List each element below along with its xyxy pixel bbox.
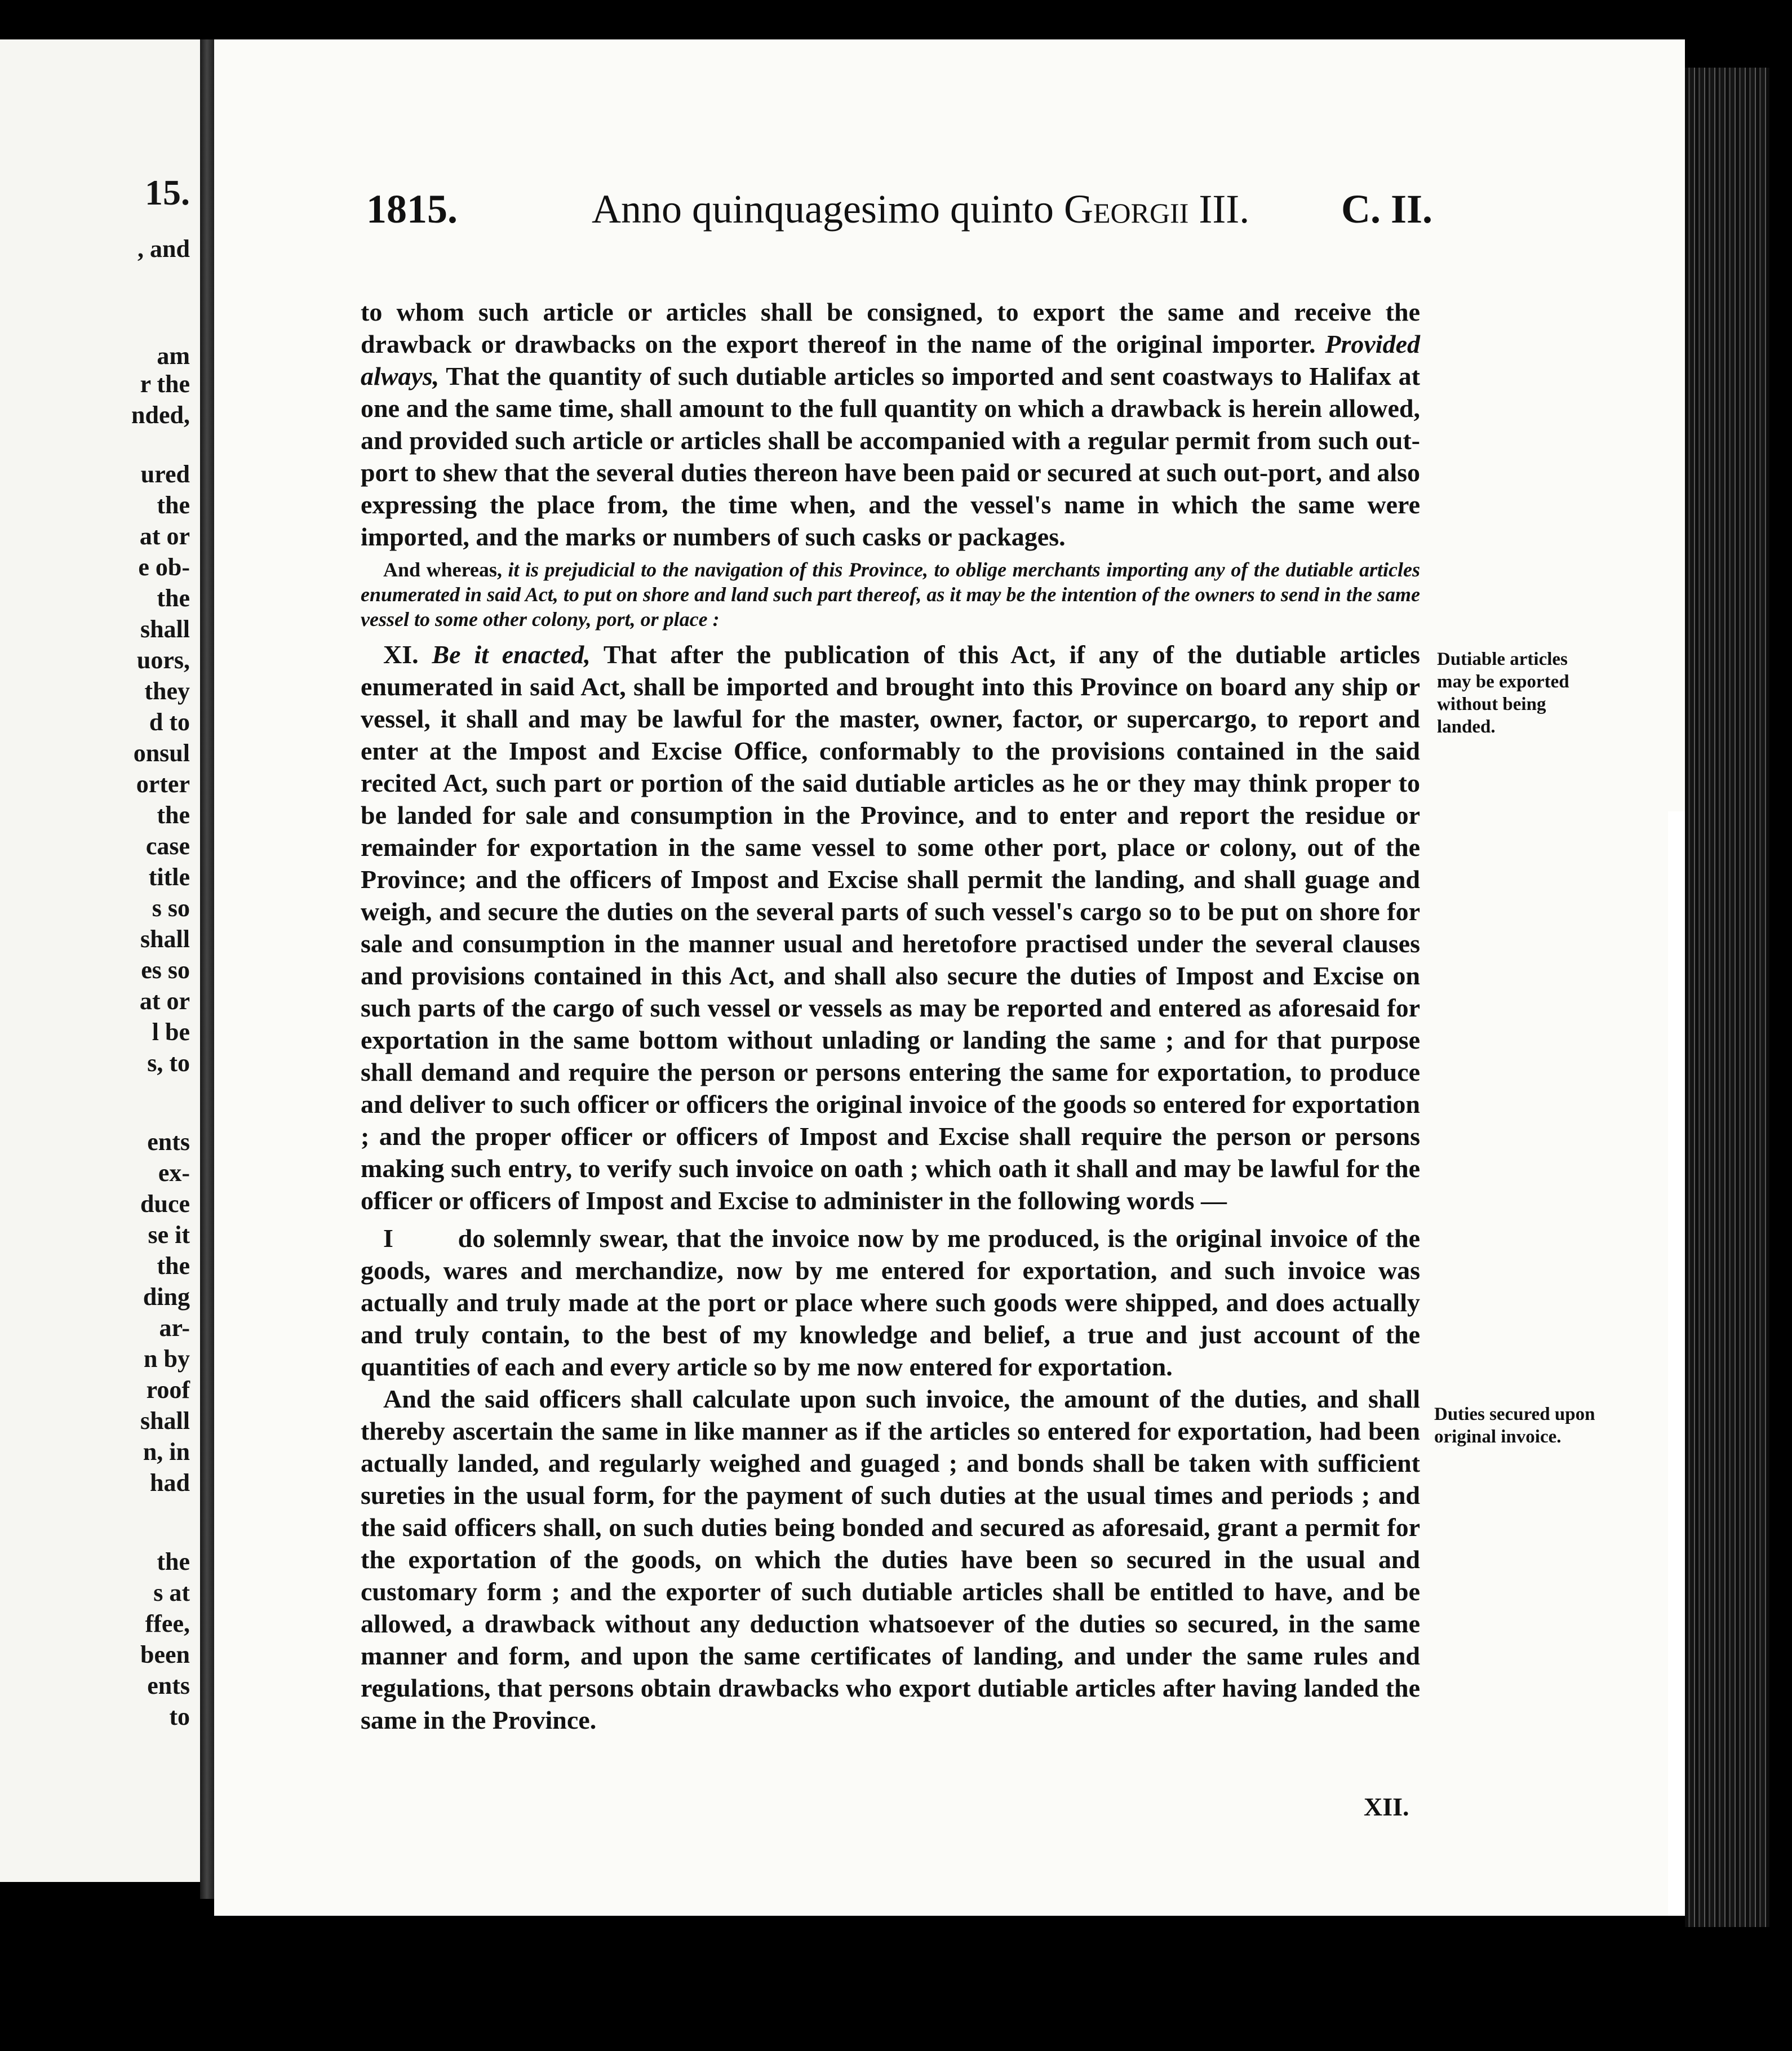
left-page-fragment: ding [143, 1283, 190, 1311]
header-chapter: C. II. [1341, 187, 1433, 232]
left-page-fragment: duce [140, 1190, 190, 1218]
para1-rest: That the quantity of such dutiable articles so imported and sent coastways to Halifax at one and the same time, shall amount to the full quantity on which a drawback is herein allowed, and provided such article or articles shall be accompanied with a regular permit from such out-port to shew that the several duties thereon have been paid or secured at such out-port, and also expressing the place from, the time when, and the vessel's name in which the same were imported, and the marks or numbers of such casks or packages. [361, 362, 1420, 551]
left-page-fragment: onsul [133, 739, 190, 767]
section-enact: Be it enacted, [432, 640, 591, 669]
left-page-fragment: s, to [147, 1049, 190, 1077]
section-number: XI. [383, 640, 419, 669]
left-page-fragment: 15. [145, 172, 190, 212]
left-page-fragment: uors, [136, 646, 190, 674]
left-page-fragment: es so [141, 956, 190, 984]
final-paragraph: And the said officers shall calculate upon such invoice, the amount of the duties, and shall thereby ascertain the same in like manner as if the articles so entered for exportation, had been actually landed, and regularly weighed and guaged ; and bonds shall be taken with sufficient sureties in the usual form, for the payment of such duties at the usual times and periods ; and the said officers shall, on such duties being bonded and secured as aforesaid, grant a permit for the exportation of the goods, on which the duties have been so secured in the usual and customary form ; and the exporter of such dutiable articles shall be entitled to have, and be allowed, a drawback without any deduction whatsoever of the duties so secured, in the same manner and form, and upon the same certificates of landing, and under the same rules and regulations, that persons obtain drawbacks who export dutiable articles after having landed the same in the Province. [361, 1384, 1420, 1734]
left-page-fragment: shall [140, 1407, 190, 1435]
preamble-text: it is prejudicial to the navigation of this Province, to oblige merchants importing any of the dutiable articles enumerated in said Act, to put on shore and land such part thereof, as it may be the intention of the owners to send in the same vessel to some other colony, port, or place : [361, 558, 1420, 631]
left-page-fragment: ex- [158, 1159, 190, 1187]
header-title [592, 186, 1249, 233]
left-page-fragment: case [145, 832, 190, 860]
paragraph-1 [361, 296, 1420, 553]
left-page-fragment: they [144, 677, 190, 705]
left-page-fragment: s so [152, 894, 190, 922]
section-xi [361, 638, 1420, 1217]
catchword: XII. [1364, 1792, 1409, 1821]
left-page-fragment: ar- [159, 1314, 190, 1342]
left-page-fragment: e ob- [138, 553, 190, 581]
left-page-fragment: to [169, 1703, 190, 1730]
left-page-fragment: been [140, 1641, 190, 1668]
body-text [361, 296, 1427, 1736]
closed-pages-edge [1685, 68, 1769, 1927]
left-page-fragment: ured [140, 460, 190, 488]
preamble [361, 557, 1420, 632]
page-header [366, 186, 1662, 248]
left-page-fragment: the [157, 584, 190, 612]
oath-text: I do solemnly swear, that the invoice now by me produced, is the original invoice of the goods, wares and merchandize, now by me entered for exportation, and such invoice was actually and truly made at the port or place where such goods were shipped, and does actually and truly contain, to the best of my knowledge and belief, a true and just account of the quantities of each and every article so by me now entered for exportation. [361, 1224, 1427, 1381]
left-page-fragment: at or [139, 987, 190, 1015]
left-page-fragment: shall [140, 615, 190, 643]
left-page-fragment: d to [149, 708, 190, 736]
left-page-fragment: the [157, 1548, 190, 1575]
left-page-fragment: r the [140, 370, 190, 398]
left-page-fragment: orter [136, 770, 190, 798]
left-page-fragment: shall [140, 925, 190, 953]
page-edge-strip [1668, 811, 1685, 1916]
left-page-fragment: nded, [131, 401, 190, 429]
left-page-fragment: s at [153, 1579, 190, 1606]
left-page-fragment: n, in [143, 1438, 190, 1466]
left-page-fragment: n by [144, 1345, 190, 1373]
para1-text: to whom such article or articles shall be consigned, to export the same and receive the drawback or drawbacks on the export thereof in the name of the original importer. [361, 298, 1420, 358]
header-year: 1815. [366, 187, 458, 232]
left-page-fragment: the [157, 491, 190, 519]
left-page-fragment: the [157, 1252, 190, 1280]
left-page-fragment: ents [147, 1672, 190, 1699]
header-title-king: Georgii III. [1063, 187, 1250, 232]
side-note-duties-secured: Duties secured upon original invoice. [1434, 1404, 1595, 1447]
left-page-fragment: ents [147, 1128, 190, 1156]
side-note-exported: Dutiable articles may be exported without being landed. [1437, 649, 1569, 737]
left-page-fragment: had [150, 1469, 190, 1497]
para1-proviso: Provided always, [361, 330, 1420, 390]
left-page-fragment: l be [152, 1018, 190, 1046]
left-page-fragment: se it [148, 1221, 190, 1249]
left-page-fragment: at or [139, 522, 190, 550]
previous-page-strip [0, 39, 200, 1882]
left-page-fragment: ffee, [145, 1610, 190, 1637]
document-page [214, 39, 1685, 1916]
header-title-prefix: Anno quinquagesimo quinto [592, 187, 1064, 232]
left-page-fragment: title [148, 863, 190, 891]
section-text: That after the publication of this Act, if any of the dutiable articles enumerated in said Act, shall be imported and brought into this Province on board any ship or vessel, it shall and may be lawful for the master, owner, factor, or supercargo, to report and enter at the Impost and Excise Office, conformably to the provisions contained in the said recited Act, such part or portion of the said dutiable articles as he or they may think proper to be landed for sale and consumption in the Province, and to enter and report the residue or remainder for exportation in the same vessel to some other port, place or colony, out of the Province; and the officers of Impost and Excise shall permit the landing, and shall guage and weigh, and secure the duties on the several parts of such vessel's cargo so to be put on shore for sale and consumption in the manner usual and heretofore practised under the several clauses and provisions contained in this Act, and shall also secure the duties of Impost and Excise on such parts of the cargo of such vessel or vessels as may be reported and entered as aforesaid for exportation in the same bottom without unlading or landing the same ; and for that purpose shall demand and require the person or persons entering the same for exportation, to produce and deliver to such officer or officers the original invoice of the goods so entered for exportation ; and the proper officer or officers of Impost and Excise shall require the person or persons making such entry, to verify such invoice on oath ; which oath it shall and may be lawful for the officer or officers of Impost and Excise to administer in the following words — [361, 640, 1420, 1215]
left-page-fragment: roof [146, 1376, 190, 1404]
left-page-fragment: the [157, 801, 190, 829]
left-page-fragment: am [157, 342, 190, 370]
preamble-lead: And whereas, [383, 558, 502, 581]
left-page-fragment: , and [137, 235, 190, 263]
